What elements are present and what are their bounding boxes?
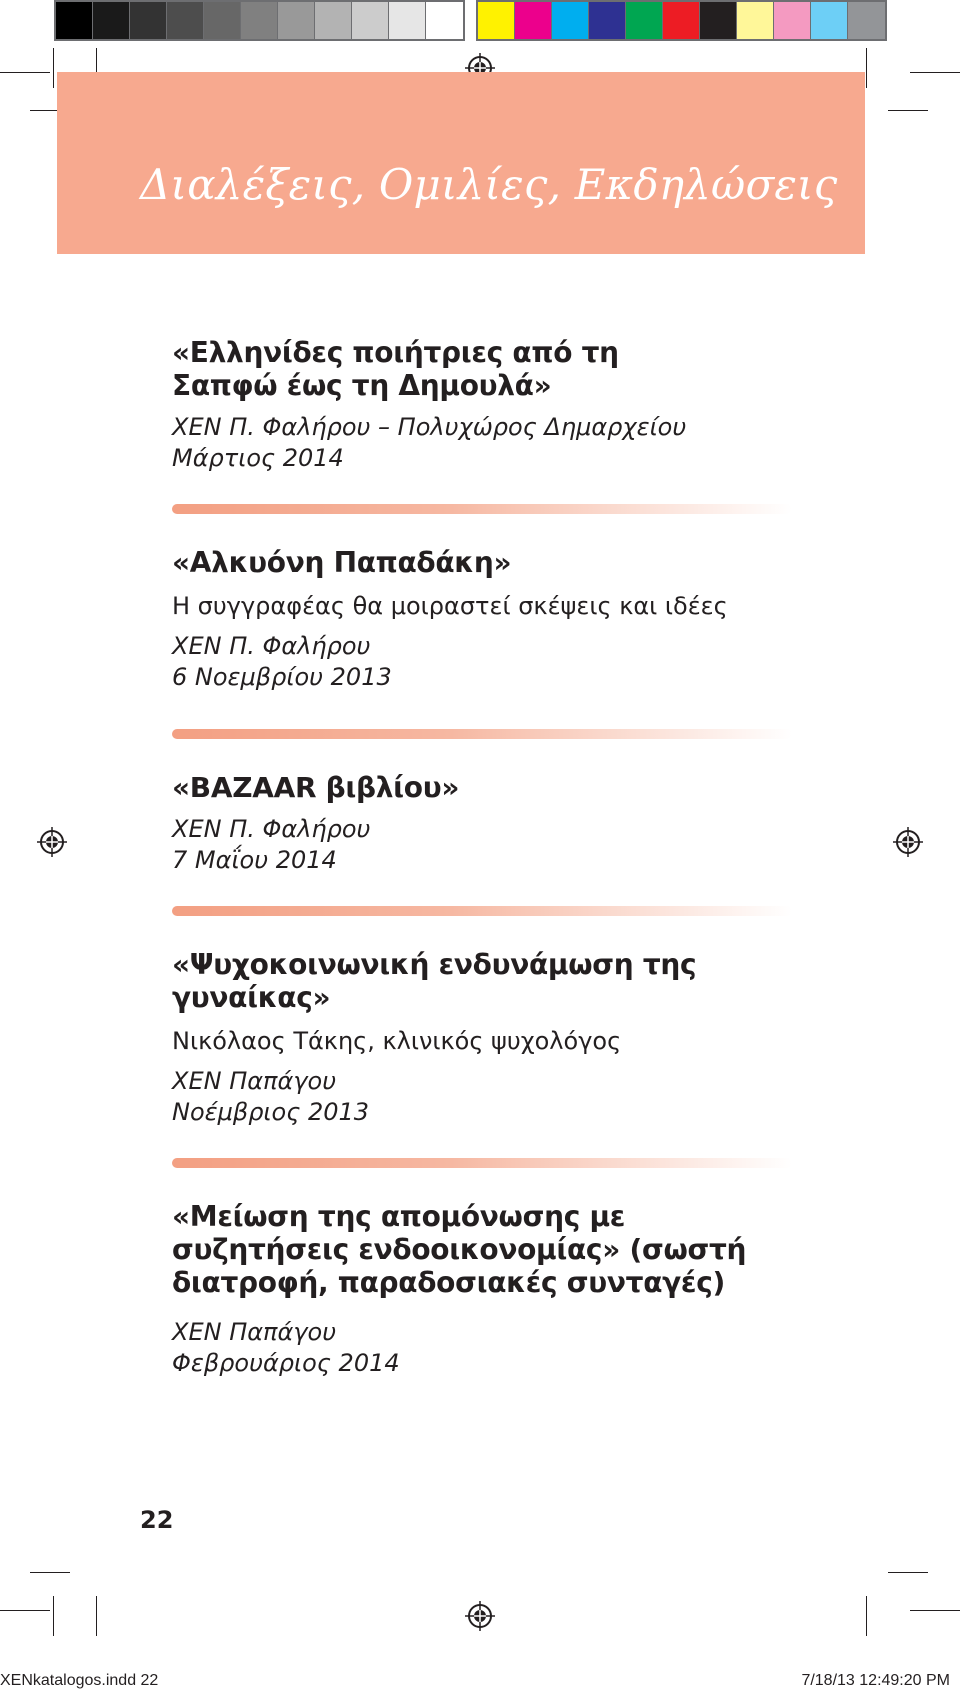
color-swatch — [515, 2, 552, 39]
registration-mark-icon — [37, 827, 67, 857]
events-list — [172, 336, 792, 1379]
color-swatch — [241, 2, 278, 39]
event-date: Μάρτιος 2014 — [172, 444, 344, 472]
color-swatch — [56, 2, 93, 39]
color-swatch — [130, 2, 167, 39]
color-swatch — [552, 2, 589, 39]
color-swatch — [700, 2, 737, 39]
event-entry — [172, 771, 792, 876]
event-date: 6 Νοεμβρίου 2013 — [172, 663, 392, 691]
separator-line — [172, 906, 792, 916]
separator-line — [172, 1158, 792, 1168]
event-description: Η συγγραφέας θα μοιραστεί σκέψεις και ιδέες — [172, 592, 728, 620]
section-title: Διαλέξεις, Ομιλίες, Εκδηλώσεις — [140, 160, 838, 209]
color-swatch — [352, 2, 389, 39]
event-entry — [172, 948, 792, 1128]
color-swatch — [167, 2, 204, 39]
color-swatch — [93, 2, 130, 39]
slug-filename: XENkatalogos.indd 22 — [0, 1672, 159, 1689]
event-title: «Αλκυόνη Παπαδάκη» — [172, 546, 512, 579]
separator-line — [172, 729, 792, 739]
event-date: Νοέμβριος 2013 — [172, 1098, 370, 1126]
color-swatch — [737, 2, 774, 39]
event-location: ΧΕΝ Π. Φαλήρου — [172, 632, 371, 660]
event-location: ΧΕΝ Π. Φαλήρου — [172, 815, 371, 843]
event-location: ΧΕΝ Παπάγου — [172, 1067, 337, 1095]
color-swatch — [626, 2, 663, 39]
event-date: 7 Μαΐου 2014 — [172, 846, 337, 874]
event-title: «Ψυχοκοινωνική ενδυνάμωση της γυναίκας» — [172, 948, 697, 1014]
separator-line — [172, 504, 792, 514]
event-entry — [172, 336, 792, 474]
registration-mark-icon — [465, 1601, 495, 1631]
event-description: Νικόλαος Τάκης, κλινικός ψυχολόγος — [172, 1027, 622, 1055]
grayscale-swatches — [54, 0, 465, 41]
event-title: «Ελληνίδες ποιήτριες από τη Σαπφώ έως τη Δημουλά» — [172, 336, 619, 402]
process-color-swatches — [476, 0, 887, 41]
color-swatch — [426, 2, 463, 39]
color-swatch — [589, 2, 626, 39]
event-entry — [172, 1200, 792, 1379]
color-swatch — [774, 2, 811, 39]
event-entry — [172, 546, 792, 693]
page-number: 22 — [140, 1506, 174, 1534]
event-location: ΧΕΝ Παπάγου — [172, 1318, 337, 1346]
color-calibration-bar — [54, 0, 887, 41]
color-swatch — [848, 2, 885, 39]
color-swatch — [204, 2, 241, 39]
event-location: ΧΕΝ Π. Φαλήρου – Πολυχώρος Δημαρχείου — [172, 413, 687, 441]
color-swatch — [663, 2, 700, 39]
color-swatch — [389, 2, 426, 39]
color-swatch — [278, 2, 315, 39]
event-title: «BAZAAR βιβλίου» — [172, 771, 460, 804]
event-date: Φεβρουάριος 2014 — [172, 1349, 400, 1377]
color-swatch — [315, 2, 352, 39]
color-swatch — [811, 2, 848, 39]
event-title: «Μείωση της απομόνωσης με συζητήσεις ενδοοικονομίας» (σωστή διατροφή, παραδοσιακές συνταγές) — [172, 1200, 747, 1299]
color-swatch — [478, 2, 515, 39]
registration-mark-icon — [893, 827, 923, 857]
slug-timestamp: 7/18/13 12:49:20 PM — [801, 1672, 950, 1689]
